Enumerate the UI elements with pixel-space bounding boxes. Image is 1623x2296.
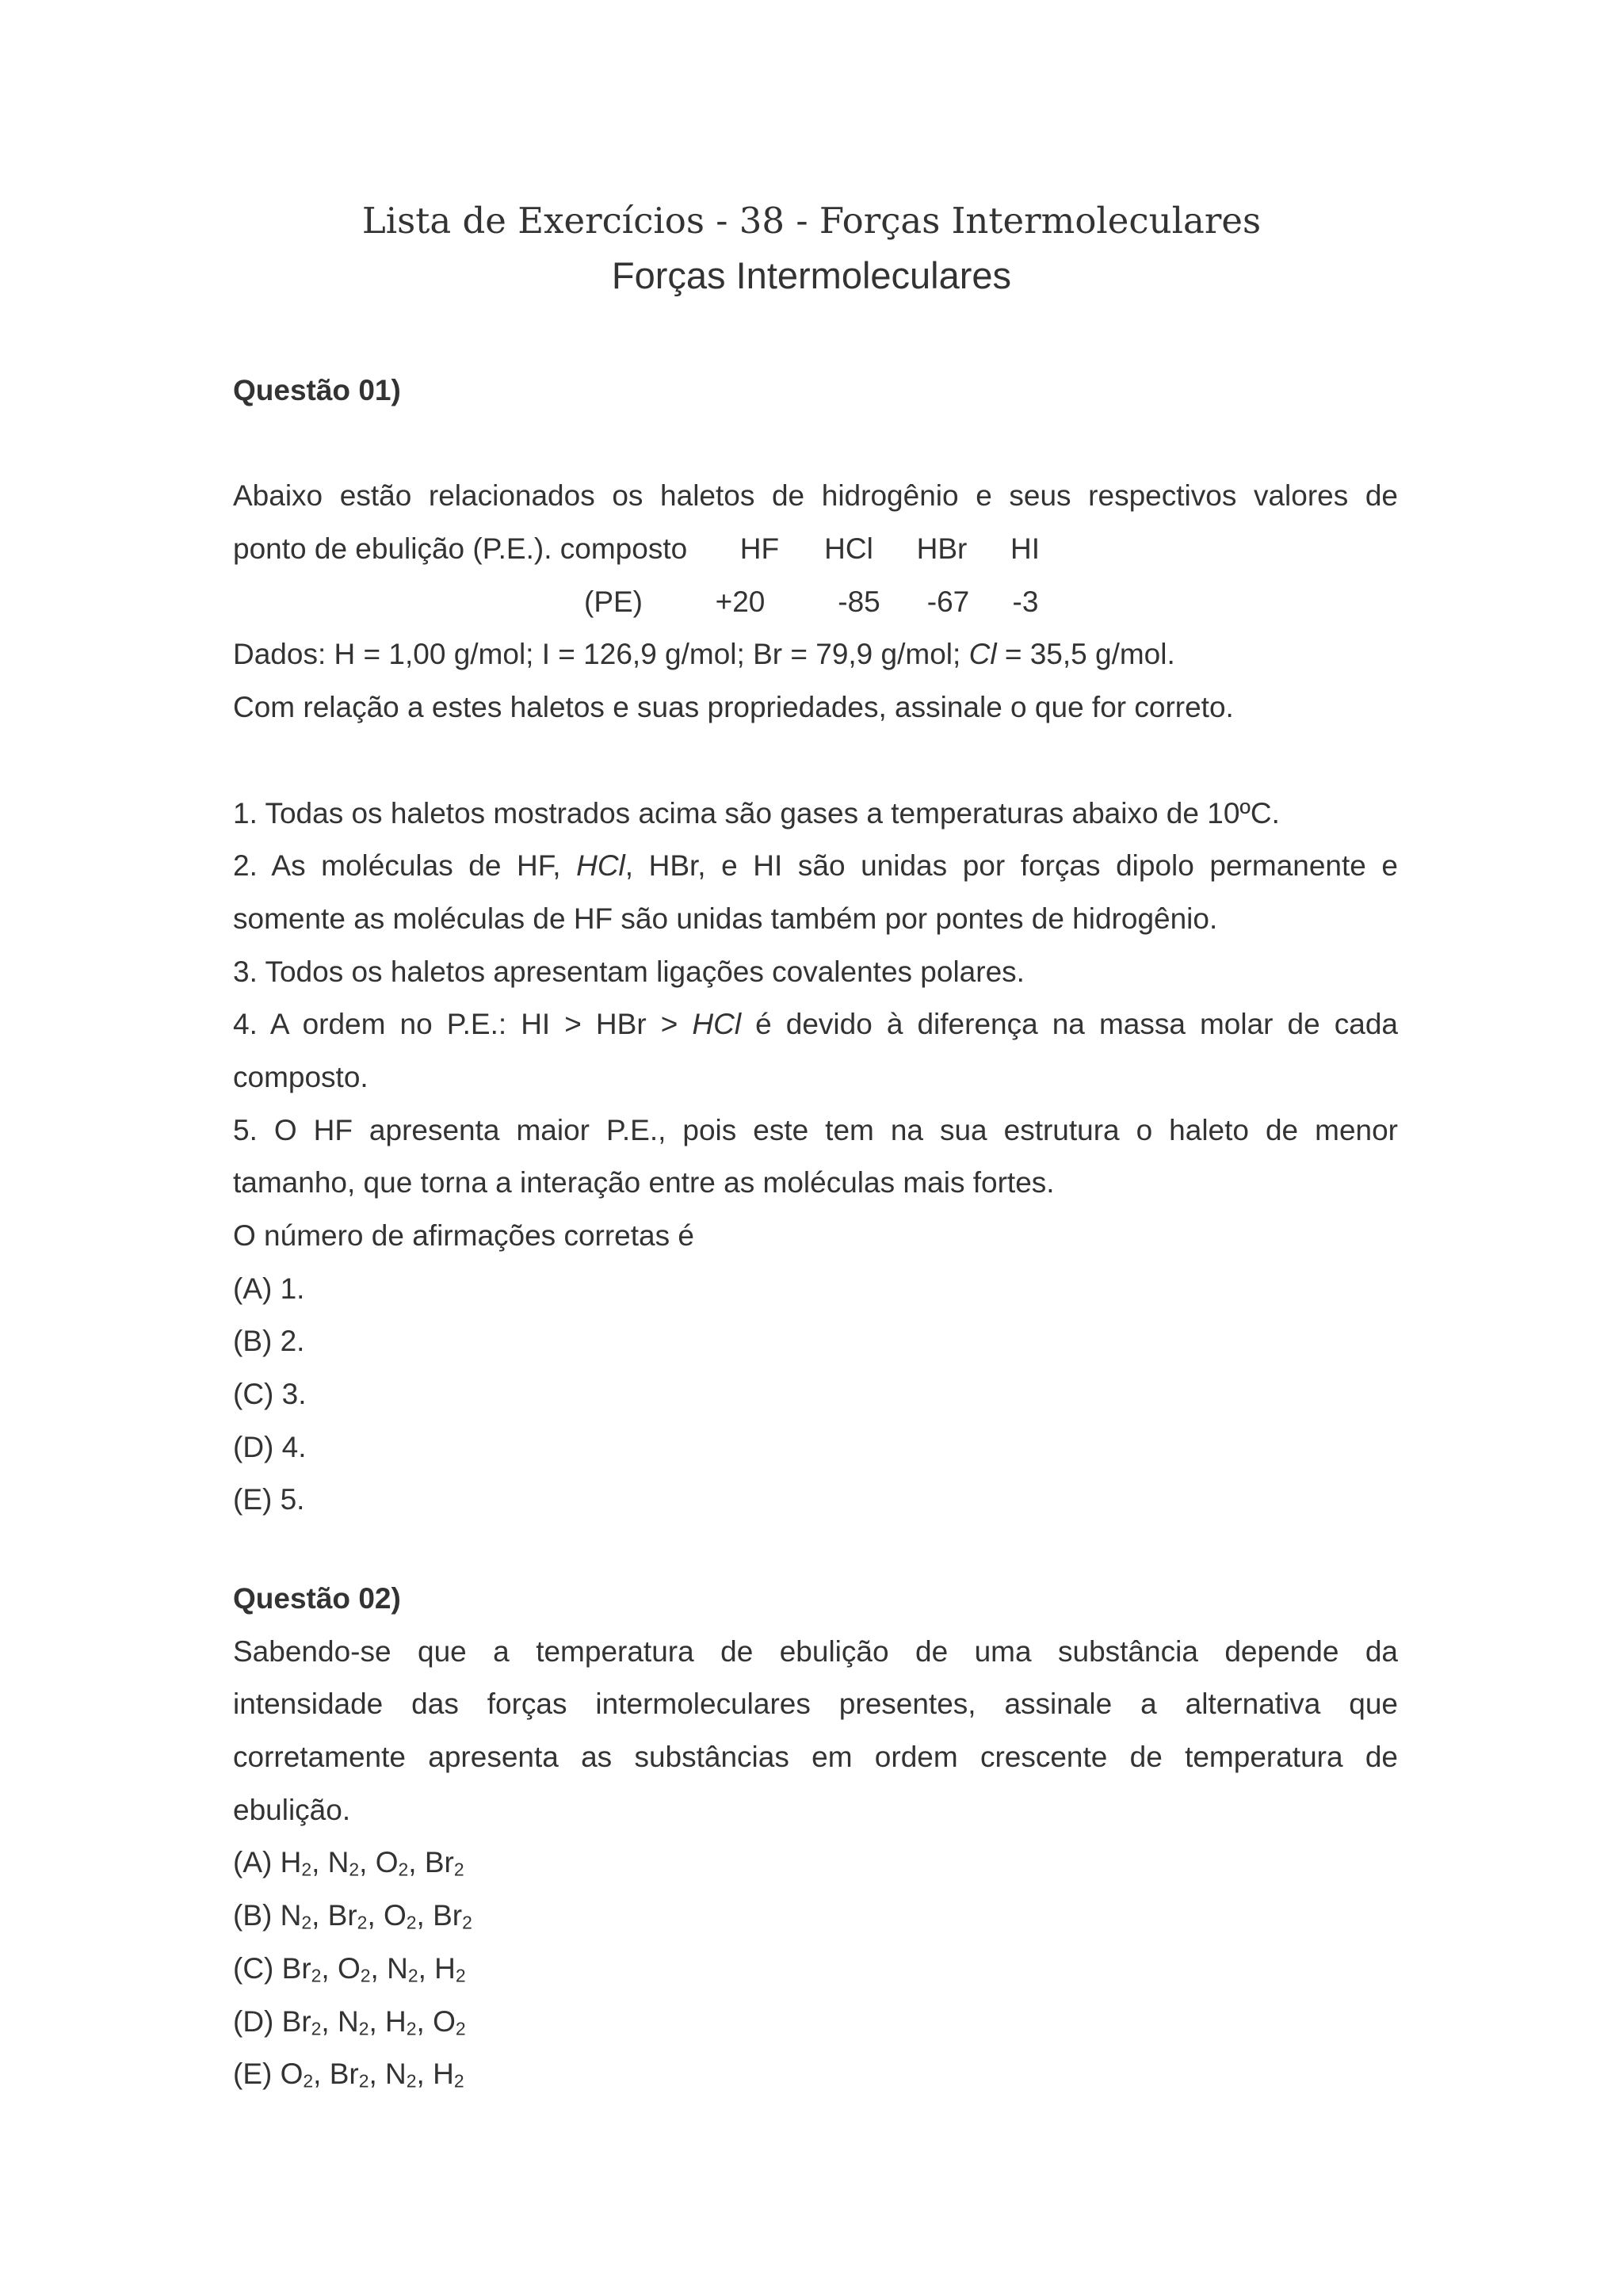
question-02-options xyxy=(233,1836,1398,2100)
question-02-text-4: ebulição. xyxy=(233,1793,351,1826)
chemical-formula: $N_2$ xyxy=(280,1899,312,1933)
chemical-formula: $Br_2$ xyxy=(433,1899,472,1933)
option-label: (E) xyxy=(233,2058,281,2091)
q2-answer-option-a: (A) $H_2$, $N_2$, $O_2$, $Br_2$ xyxy=(233,1846,464,1881)
statement-2-hcl: HCl xyxy=(576,849,625,883)
chemical-formula: $O_2$ xyxy=(384,1899,417,1933)
statement-2-text-end: , HBr, e HI são unidas por forças dipolo permanente e xyxy=(624,849,1399,883)
option-label: (D) xyxy=(233,2004,282,2038)
q2-answer-option-c: (C) $Br_2$, $O_2$, $N_2$, $H_2$ xyxy=(233,1951,466,1986)
statement-5: 5. O HF apresenta maior P.E., pois este tem na sua estrutura o haleto de menor xyxy=(233,1113,1398,1146)
statement-4-text-end: é devido à diferença na massa molar de cada xyxy=(741,1008,1398,1041)
answer-option-c: (C) 3. xyxy=(233,1378,307,1411)
question-01-prompt: O número de afirmações corretas é xyxy=(233,1219,694,1252)
option-label: (A) xyxy=(233,1846,281,1879)
dados-cl: Cl xyxy=(968,638,997,671)
answer-option-a: (A) 1. xyxy=(233,1272,305,1305)
chemical-formula: $Br_2$ xyxy=(281,1951,322,1986)
chemical-formula: $H_2$ xyxy=(434,1951,466,1986)
statement-1: 1. Todas os haletos mostrados acima são gases a temperaturas abaixo de 10ºC. xyxy=(233,796,1280,830)
chemical-formula: $Br_2$ xyxy=(281,2004,322,2039)
chemical-formula: $N_2$ xyxy=(385,2058,417,2092)
statement-5-cont: tamanho, que torna a interação entre as moléculas mais fortes. xyxy=(233,1166,1055,1199)
statement-4 xyxy=(233,998,1398,1051)
question-01 xyxy=(233,364,1398,1527)
chemical-formula: $O_2$ xyxy=(337,1951,371,1986)
table-cell: -3 xyxy=(1012,585,1039,618)
table-row2-label: (PE) xyxy=(584,585,643,618)
question-02-text-3: corretamente apresenta as substâncias em ordem crescente de temperatura de xyxy=(233,1741,1398,1774)
chemical-formula: $Br_2$ xyxy=(424,1846,464,1881)
table-cell: HI xyxy=(1010,532,1040,566)
question-01-instruction: Com relação a estes haletos e suas propriedades, assinale o que for correto. xyxy=(233,691,1234,724)
answer-option-d: (D) 4. xyxy=(233,1430,307,1463)
q2-answer-option-b: (B) $N_2$, $Br_2$, $O_2$, $Br_2$ xyxy=(233,1899,472,1933)
dados-end: = 35,5 g/mol. xyxy=(996,638,1175,671)
question-01-table-row-1 xyxy=(233,523,1398,576)
question-02-heading: Questão 02) xyxy=(233,1582,401,1615)
answer-option-b: (B) 2. xyxy=(233,1325,305,1358)
q2-answer-option-e: (E) $O_2$, $Br_2$, $N_2$, $H_2$ xyxy=(233,2058,464,2092)
answer-option-e: (E) 5. xyxy=(233,1483,305,1516)
chemical-formula: $H_2$ xyxy=(433,2058,464,2092)
table-row1-label: composto xyxy=(559,532,688,566)
table-cell: +20 xyxy=(715,585,766,618)
table-cell: HF xyxy=(739,532,780,566)
table-cell: HBr xyxy=(916,532,968,566)
table-cell: HCl xyxy=(824,532,873,566)
table-cell: -85 xyxy=(838,585,880,618)
question-02-text-2: intensidade das forças intermoleculares presentes, assinale a alternativa que xyxy=(233,1688,1398,1721)
chemical-formula: $O_2$ xyxy=(280,2058,314,2092)
chemical-formula: $N_2$ xyxy=(337,2004,369,2039)
document-title: Lista de Exercícios - 38 - Forças Intermoleculares xyxy=(361,200,1262,242)
q2-answer-option-d: (D) $Br_2$, $N_2$, $H_2$, $O_2$ xyxy=(233,2004,466,2039)
question-02 xyxy=(233,1573,1398,2101)
statement-4-text: 4. A ordem no P.E.: HI > HBr > xyxy=(233,1008,693,1041)
question-02-text-1: Sabendo-se que a temperatura de ebulição de uma substância depende da xyxy=(233,1634,1398,1668)
chemical-formula: $H_2$ xyxy=(280,1846,312,1881)
question-01-table-row-2 xyxy=(233,576,1398,629)
option-label: (C) xyxy=(233,1951,282,1985)
statement-2-cont: somente as moléculas de HF são unidas também por pontes de hidrogênio. xyxy=(233,902,1218,935)
chemical-formula: $O_2$ xyxy=(375,1846,409,1881)
document-subtitle: Forças Intermoleculares xyxy=(611,254,1012,296)
statement-4-cont: composto. xyxy=(233,1060,369,1093)
question-01-intro: Abaixo estão relacionados os haletos de hidrogênio e seus respectivos valores de xyxy=(233,479,1398,513)
statement-2-text: 2. As moléculas de HF, xyxy=(233,849,577,883)
chemical-formula: $H_2$ xyxy=(385,2004,417,2039)
statement-3: 3. Todos os haletos apresentam ligações covalentes polares. xyxy=(233,955,1025,988)
chemical-formula: $Br_2$ xyxy=(329,2058,369,2092)
chemical-formula: $N_2$ xyxy=(327,1846,360,1881)
question-01-dados xyxy=(233,628,1398,681)
option-label: (B) xyxy=(233,1899,281,1932)
statement-4-hcl: HCl xyxy=(692,1008,742,1041)
question-01-heading: Questão 01) xyxy=(233,374,401,406)
question-01-intro-end: ponto de ebulição (P.E.). xyxy=(233,532,552,566)
chemical-formula: $N_2$ xyxy=(387,1951,418,1986)
dados-text: Dados: H = 1,00 g/mol; I = 126,9 g/mol; Br = 79,9 g/mol; xyxy=(233,638,961,671)
statement-2 xyxy=(233,840,1398,893)
chemical-formula: $Br_2$ xyxy=(327,1899,368,1933)
chemical-formula: $O_2$ xyxy=(433,2004,466,2039)
table-cell: -67 xyxy=(926,585,970,618)
